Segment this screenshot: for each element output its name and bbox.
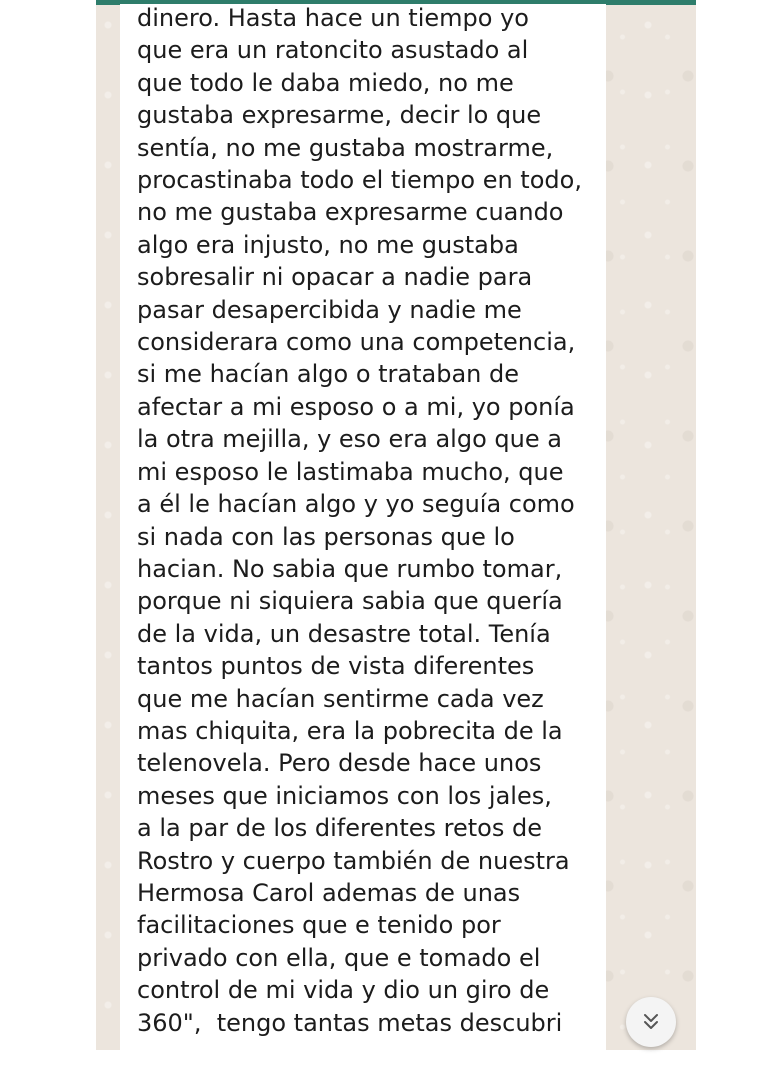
scroll-to-bottom-button[interactable] — [626, 997, 676, 1047]
message-bubble[interactable] — [120, 4, 606, 1050]
double-chevron-down-icon — [640, 1011, 662, 1033]
bottom-margin — [0, 1050, 776, 1080]
message-text: dinero. Hasta hace un tiempo yo que era un ratoncito asustado al que todo le daba miedo, no me gustaba expresarme, decir lo que sentía, no me gustaba mostrarme, procastinaba todo el tiempo en todo, no me gustaba expresarme cuando algo era injusto, no me gustaba sobresalir ni opacar a nadie para pasar desapercibida y nadie me considerara como una competencia, si me hacían algo o trataban de afectar a mi esposo o a mi, yo ponía la otra mejilla, y eso era algo que a mi esposo le lastimaba mucho, que a él le hacían algo y yo seguía como si nada con las personas que lo hacian. No sabia que rumbo tomar, porque ni siquiera sabia que quería de la vida, un desastre total. Tenía tantos puntos de vista diferentes que me hacían sentirme cada vez mas chiquita, era la pobrecita de la telenovela. Pero desde hace unos meses que iniciamos con los jales, a la par de los diferentes retos de Rostro y cuerpo también de nuestra Hermosa Carol ademas de unas facilitaciones que e tenido por privado con ella, que e tomado el control de mi vida y dio un giro de 360", tengo tantas metas descubri — [137, 4, 582, 1037]
